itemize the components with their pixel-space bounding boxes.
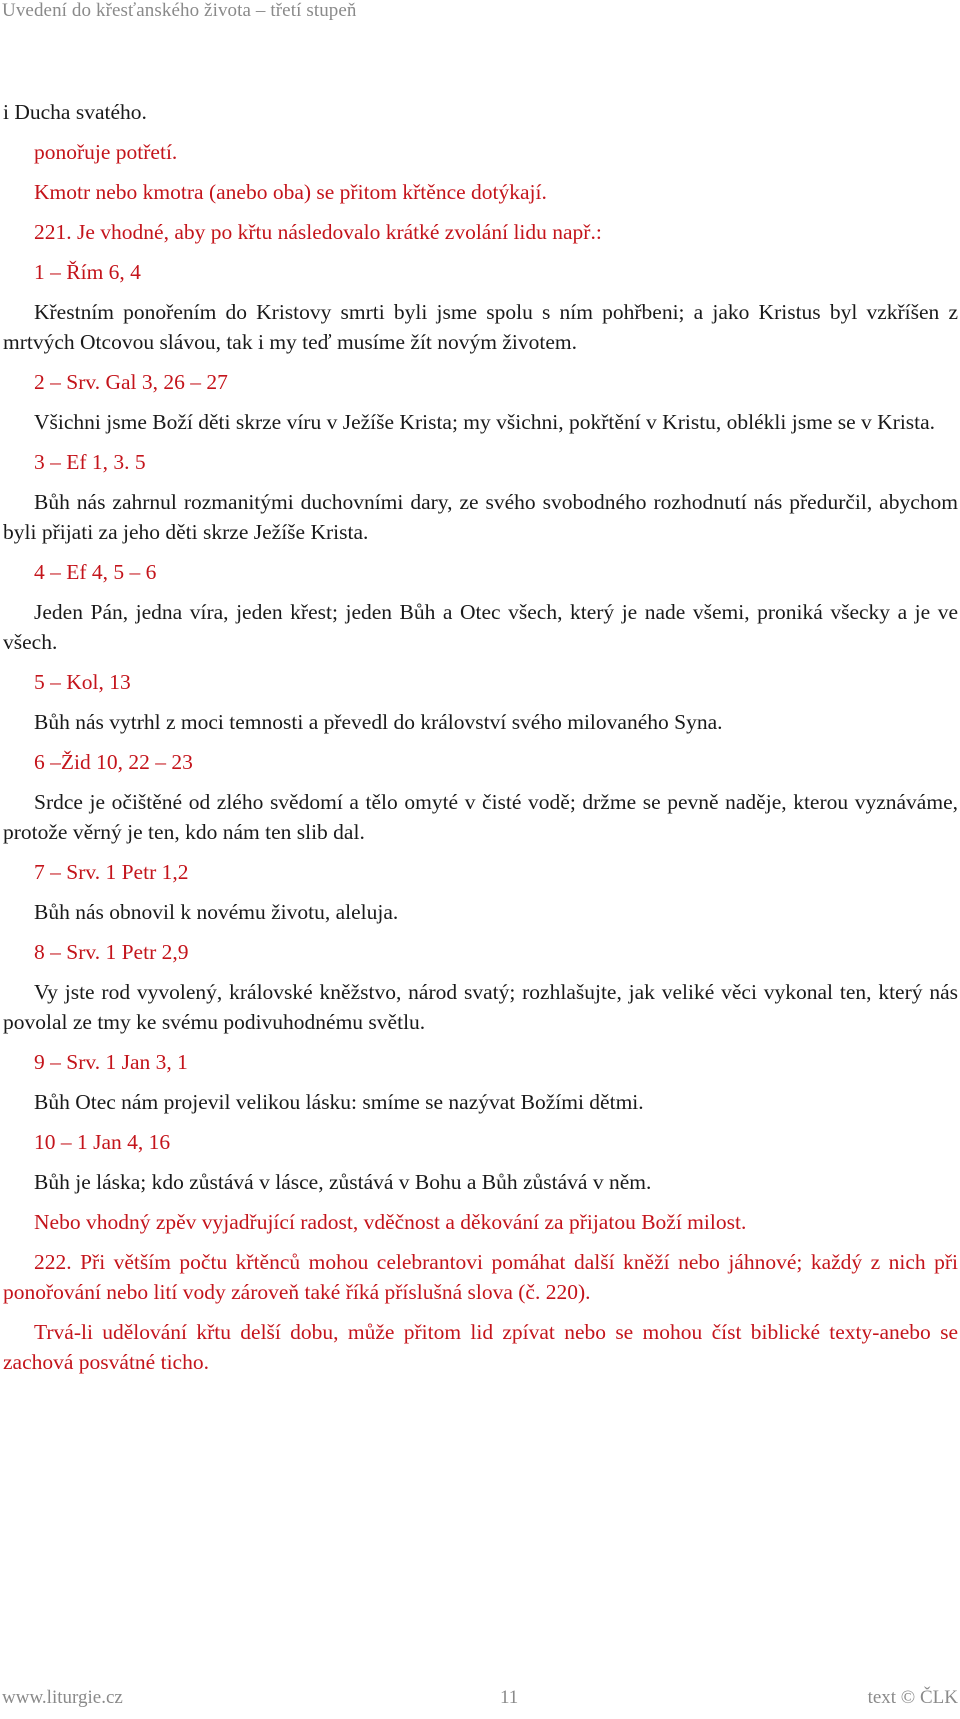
reference-heading: 3 – Ef 1, 3. 5 (34, 450, 146, 474)
reference-heading: 1 – Řím 6, 4 (34, 260, 141, 284)
page-number: 11 (500, 1687, 519, 1708)
running-header: Uvedení do křesťanského života – třetí stupeň (2, 0, 357, 21)
acclamation-text: Bůh Otec nám projevil velikou lásku: smíme se nazývat Božími dětmi. (34, 1090, 644, 1114)
rubric-text: ponořuje potřetí. (34, 140, 178, 164)
body-text: i Ducha svatého. (3, 100, 147, 124)
acclamation-text: Jeden Pán, jedna víra, jeden křest; jeden Bůh a Otec všech, který je nade všemi, proniká všecky a je ve všech. (3, 600, 958, 654)
reference-heading: 10 – 1 Jan 4, 16 (34, 1130, 171, 1154)
acclamation-text: Bůh je láska; kdo zůstává v lásce, zůstává v Bohu a Bůh zůstává v něm. (34, 1170, 652, 1194)
footer-copyright: text © ČLK (867, 1687, 958, 1708)
rubric-paragraph: Trvá-li udělování křtu delší dobu, může přitom lid zpívat nebo se mohou číst biblické texty-anebo se zachová posvátné ticho. (3, 1320, 958, 1374)
reference-heading: 4 – Ef 4, 5 – 6 (34, 560, 157, 584)
rubric-text: Kmotr nebo kmotra (anebo oba) se přitom křtěnce dotýkají. (34, 180, 547, 204)
reference-heading: 6 –Žid 10, 22 – 23 (34, 750, 193, 774)
reference-heading: 5 – Kol, 13 (34, 670, 131, 694)
reference-heading: 7 – Srv. 1 Petr 1,2 (34, 860, 189, 884)
acclamation-text: Srdce je očištěné od zlého svědomí a tělo omyté v čisté vodě; držme se pevně naděje, kterou vyznáváme, protože věrný je ten, kdo nám ten slib dal. (3, 790, 958, 844)
rubric-text: Nebo vhodný zpěv vyjadřující radost, vděčnost a děkování za přijatou Boží milost. (34, 1210, 747, 1234)
rubric-text: 221. Je vhodné, aby po křtu následovalo krátké zvolání lidu např.: (34, 220, 602, 244)
reference-heading: 8 – Srv. 1 Petr 2,9 (34, 940, 189, 964)
acclamation-text: Bůh nás vytrhl z moci temnosti a převedl do království svého milovaného Syna. (34, 710, 723, 734)
acclamation-text: Bůh nás obnovil k novému životu, aleluja. (34, 900, 399, 924)
acclamation-text: Všichni jsme Boží děti skrze víru v Ježíše Krista; my všichni, pokřtění v Kristu, oblékli jsme se v Krista. (34, 410, 936, 434)
rubric-paragraph-222: 222. Při větším počtu křtěnců mohou celebrantovi pomáhat další kněží nebo jáhnové; každý z nich při ponořování nebo lití vody zároveň také říká příslušná slova (č. 220). (3, 1250, 958, 1304)
acclamation-text: Křestním ponořením do Kristovy smrti byli jsme spolu s ním pohřbeni; a jako Kristus byl vzkříšen z mrtvých Otcovou slávou, tak i my teď musíme žít novým životem. (3, 300, 958, 354)
acclamation-text: Bůh nás zahrnul rozmanitými duchovními dary, ze svého svobodného rozhodnutí nás předurčil, abychom byli přijati za jeho děti skrze Ježíše Krista. (3, 490, 958, 544)
acclamation-text: Vy jste rod vyvolený, královské kněžstvo, národ svatý; rozhlašujte, jak veliké věci vykonal ten, který nás povolal ze tmy ke svému podivuhodnému světlu. (3, 980, 958, 1034)
page-body (3, 97, 958, 1387)
reference-heading: 9 – Srv. 1 Jan 3, 1 (34, 1050, 188, 1074)
page-footer (0, 1687, 960, 1717)
reference-heading: 2 – Srv. Gal 3, 26 – 27 (34, 370, 228, 394)
footer-website-link[interactable]: www.liturgie.cz (2, 1687, 123, 1708)
